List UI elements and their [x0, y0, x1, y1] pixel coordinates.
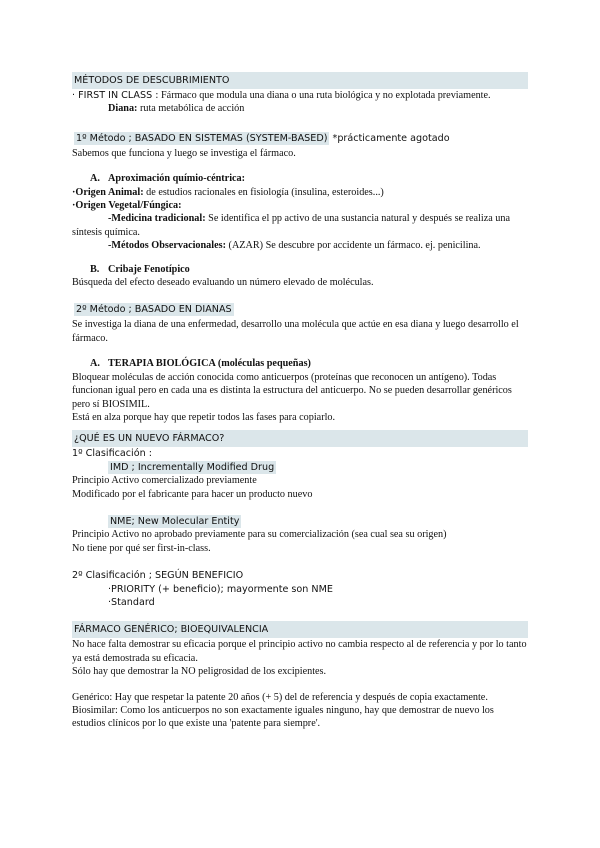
generico-patente: Genérico: Hay que respetar la patente 20 años (+ 5) del de referencia y después de copia exactamente.: [72, 691, 488, 703]
metodos-observacionales-label: -Métodos Observacionales:: [108, 240, 226, 252]
list-marker-a2: A.: [90, 358, 100, 370]
imd-line: [72, 461, 528, 474]
document-page: [72, 72, 528, 731]
origen-animal-text: de estudios racionales en fisiología (insulina, esteroides...): [143, 186, 384, 198]
section-heading-metodo-1: [72, 130, 528, 147]
first-in-class-text: Fármaco que modula una diana o una ruta biológica y no explotada previamente.: [158, 90, 491, 101]
list-marker-a: A.: [90, 173, 100, 185]
standard-item: ·Standard: [108, 596, 155, 608]
imd-text-2: Modificado por el fabricante para hacer un producto nuevo: [72, 488, 313, 500]
terapia-biologica-note: Está en alza porque hay que repetir todos las fases para copiarlo.: [72, 411, 336, 423]
metodos-observacionales-text: (AZAR) Se descubre por accidente un fármaco. ej. penicilina.: [226, 240, 481, 252]
biosimilar-text: Biosimilar: Como los anticuerpos no son exactamente iguales ninguno, hay que demostrar de nuevo los estudios clínicos por lo que existe una 'patente para siempre'.: [72, 705, 494, 730]
priority-item: ·PRIORITY (+ beneficio); mayormente son NME: [108, 583, 333, 595]
subheading-a-title: Aproximación químio-céntrica:: [108, 173, 246, 185]
subheading-terapia-biologica: [72, 357, 528, 370]
subheading-b-cribaje: [72, 263, 528, 276]
metodo-1-note: *prácticamente agotado: [329, 132, 450, 144]
medicina-tradicional-paragraph: [72, 212, 528, 239]
section-heading-nuevo-farmaco: ¿QUÉ ES UN NUEVO FÁRMACO?: [72, 430, 528, 447]
medicina-tradicional-text: Se identifica el pp activo de una sustancia natural y después se realiza una síntesis química.: [72, 213, 511, 238]
metodo-1-title: 1º Método ; BASADO EN SISTEMAS (SYSTEM-BASED): [76, 132, 328, 144]
diana-line: [72, 102, 528, 115]
first-in-class-label: · FIRST IN CLASS :: [72, 90, 159, 101]
section-heading-generico: FÁRMACO GENÉRICO; BIOEQUIVALENCIA: [72, 621, 528, 638]
cribaje-text: Búsqueda del efecto deseado evaluando un número elevado de moléculas.: [72, 277, 374, 289]
nme-text-1: Principio Activo no aprobado previamente para su comercialización (sea cual sea su origen): [72, 529, 447, 541]
origen-animal-label: ·Origen Animal:: [72, 186, 144, 198]
diana-label: Diana:: [108, 103, 138, 115]
metodo-2-title: 2º Método ; BASADO EN DIANAS: [76, 304, 232, 316]
generico-text-2: Sólo hay que demostrar la NO peligrosidad de los excipientes.: [72, 666, 327, 678]
first-in-class-paragraph: [72, 89, 528, 102]
subheading-b-title: Cribaje Fenotípico: [108, 263, 190, 275]
metodo-2-intro: Se investiga la diana de una enfermedad, desarrollo una molécula que actúe en esa diana y luego desarrollo el fármaco.: [72, 319, 519, 344]
clasificacion-2: 2º Clasificación ; SEGÚN BENEFICIO: [72, 570, 244, 582]
list-marker-b: B.: [90, 263, 100, 275]
medicina-tradicional-label: -Medicina tradicional:: [108, 213, 206, 225]
terapia-biologica-text: Bloquear moléculas de acción conocida como anticuerpos (proteínas que reconocen un antígeno). Todas funcionan igual pero en cada una es distinta la estructura del anticuerpo. No se pueden desarrollar genéricos pero sí BIOSIMIL.: [72, 371, 512, 410]
origen-animal-line: [72, 186, 528, 199]
imd-text-1: Principio Activo comercializado previamente: [72, 475, 257, 487]
imd-title: IMD ; Incrementally Modified Drug: [110, 461, 275, 473]
subheading-a-quimio: [72, 172, 528, 185]
metodos-observacionales-line: [72, 239, 528, 252]
nme-text-2: No tiene por qué ser first-in-class.: [72, 542, 211, 554]
terapia-biologica-title: TERAPIA BIOLÓGICA (moléculas pequeñas): [108, 358, 311, 370]
nme-line: [72, 515, 528, 528]
clasificacion-1: 1º Clasificación :: [72, 448, 152, 460]
metodo-1-intro: Sabemos que funciona y luego se investiga el fármaco.: [72, 147, 296, 159]
nme-title: NME; New Molecular Entity: [110, 515, 240, 527]
origen-vegetal-label: ·Origen Vegetal/Fúngica:: [72, 200, 182, 212]
generico-text-1: No hace falta demostrar su eficacia porque el principio activo no cambia respecto al de referencia y por lo tanto ya está demostrada su eficacia.: [72, 639, 527, 664]
section-heading-metodos: MÉTODOS DE DESCUBRIMIENTO: [72, 72, 528, 89]
section-heading-metodo-2: [72, 301, 528, 318]
diana-text: ruta metabólica de acción: [137, 103, 245, 115]
